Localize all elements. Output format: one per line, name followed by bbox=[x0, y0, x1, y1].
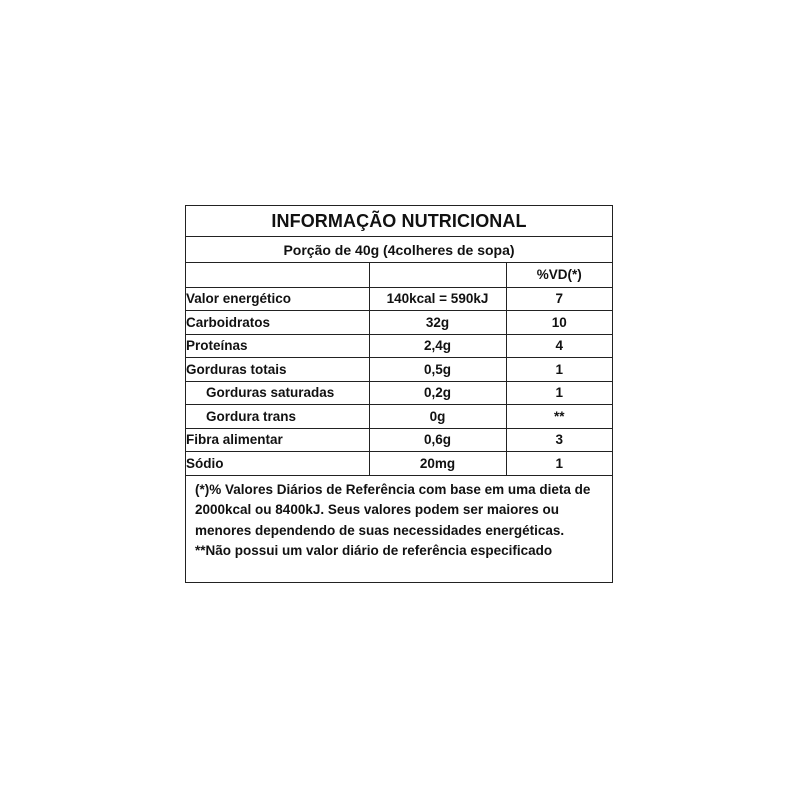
nutrient-amount: 140kcal = 590kJ bbox=[369, 287, 506, 311]
nutrient-amount: 0,2g bbox=[369, 381, 506, 405]
nutrient-name: Gorduras saturadas bbox=[186, 381, 369, 405]
table-row bbox=[186, 311, 612, 335]
header-cell-dv: %VD(*) bbox=[506, 263, 612, 287]
nutrient-name: Gordura trans bbox=[186, 405, 369, 429]
table-row bbox=[186, 428, 612, 452]
nutrient-dv: 1 bbox=[506, 381, 612, 405]
nutrient-amount: 32g bbox=[369, 311, 506, 335]
table-header-row bbox=[186, 263, 612, 287]
nutrient-name: Valor energético bbox=[186, 287, 369, 311]
portion-size: Porção de 40g (4colheres de sopa) bbox=[186, 237, 612, 263]
table-row bbox=[186, 334, 612, 358]
nutrient-amount: 0,6g bbox=[369, 428, 506, 452]
nutrient-amount: 0g bbox=[369, 405, 506, 429]
nutrient-amount: 0,5g bbox=[369, 358, 506, 382]
nutrition-table bbox=[186, 263, 612, 476]
nutrient-dv: 1 bbox=[506, 358, 612, 382]
footnote-dv-reference: (*)% Valores Diários de Referência com base em uma dieta de 2000kcal ou 8400kJ. Seus valores podem ser maiores ou menores dependendo de suas necessidades energéticas. bbox=[195, 481, 591, 538]
nutrient-dv: 1 bbox=[506, 452, 612, 476]
nutrient-name: Proteínas bbox=[186, 334, 369, 358]
nutrient-name: Sódio bbox=[186, 452, 369, 476]
nutrition-facts-panel bbox=[185, 205, 613, 583]
footnote-no-reference: **Não possui um valor diário de referência especificado bbox=[195, 543, 553, 558]
footnote bbox=[186, 476, 612, 562]
nutrition-title: INFORMAÇÃO NUTRICIONAL bbox=[186, 206, 612, 237]
nutrient-dv: 3 bbox=[506, 428, 612, 452]
nutrient-name: Fibra alimentar bbox=[186, 428, 369, 452]
header-cell-nutrient bbox=[186, 263, 369, 287]
nutrient-amount: 20mg bbox=[369, 452, 506, 476]
nutrient-name: Gorduras totais bbox=[186, 358, 369, 382]
nutrient-amount: 2,4g bbox=[369, 334, 506, 358]
table-row bbox=[186, 452, 612, 476]
header-cell-amount bbox=[369, 263, 506, 287]
nutrient-name: Carboidratos bbox=[186, 311, 369, 335]
table-row bbox=[186, 405, 612, 429]
nutrient-dv: 4 bbox=[506, 334, 612, 358]
table-row bbox=[186, 287, 612, 311]
table-row bbox=[186, 381, 612, 405]
nutrient-dv: 7 bbox=[506, 287, 612, 311]
nutrient-dv: 10 bbox=[506, 311, 612, 335]
table-row bbox=[186, 358, 612, 382]
nutrient-dv: ** bbox=[506, 405, 612, 429]
